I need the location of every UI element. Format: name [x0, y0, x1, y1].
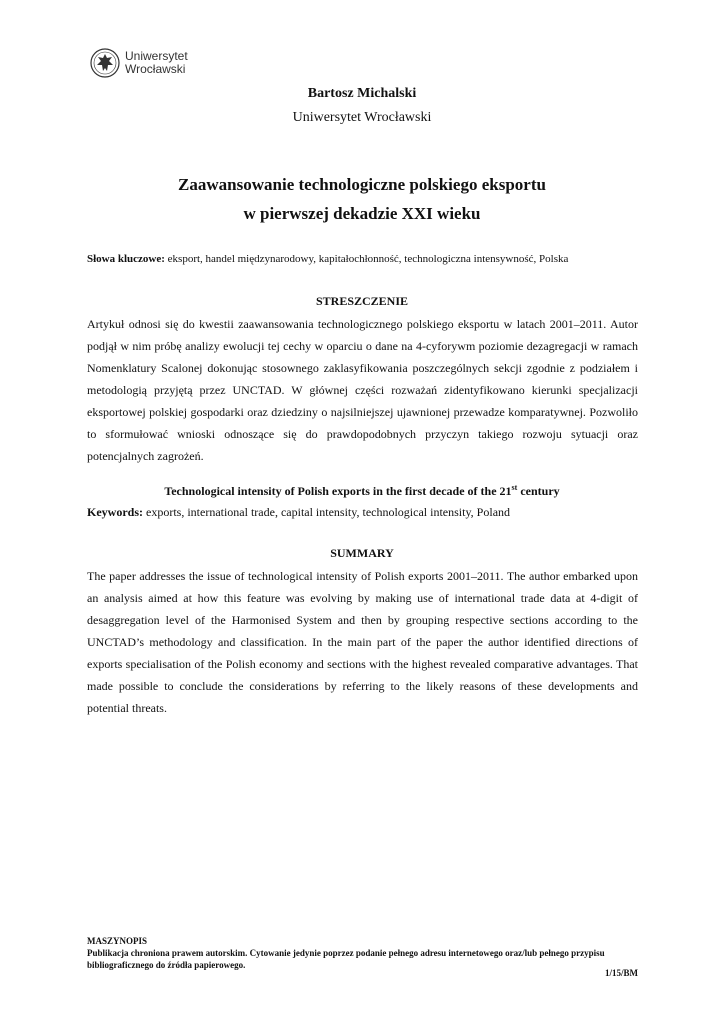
english-title-main: Technological intensity of Polish exports in the first decade of the 21 [164, 484, 512, 498]
university-logo [90, 46, 188, 80]
keywords-english-text: exports, international trade, capital intensity, technological intensity, Poland [143, 505, 511, 519]
keywords-english-label: Keywords: [87, 505, 143, 519]
logo-line-1: Uniwersytet [125, 49, 188, 63]
title-line-2: w pierwszej dekadzie XXI wieku [243, 204, 481, 223]
author-name: Bartosz Michalski [307, 86, 417, 101]
keywords-polish-label: Słowa kluczowe: [87, 253, 165, 265]
abstract-english-text: The paper addresses the issue of technological intensity of Polish exports 2001–2011. The author embarked upon an analysis aimed at how this feature was evolving by making use of international trade data at 4-digit of desaggregation level of the Harmonised System and then by grouping respective sections according to the UNCTAD’s methodology and classification. In the main part of the paper the author identified directions of exports specialisation of the Polish economy and sections with the highest revealed comparative advantages. That made possible to conclude the considerations by referring to the likely reasons of these developments and potential threats. [87, 569, 638, 715]
paper-title [0, 170, 724, 228]
author-affiliation: Uniwersytet Wrocławski [292, 110, 432, 125]
logo-text [125, 50, 188, 76]
english-title-end: century [517, 484, 560, 498]
title-line-1: Zaawansowanie technologiczne polskiego eksportu [178, 175, 546, 194]
english-title-sup: st [511, 483, 518, 492]
footer-copyright-text: Publikacja chroniona prawem autorskim. Cytowanie jedynie poprzez podanie pełnego adresu internetowego oraz/lub pełnego przypisu bibliograficznego do źródła papierowego. [87, 948, 605, 970]
english-title [0, 483, 724, 499]
page-identifier: 1/15/BM [605, 968, 638, 978]
footer-label: MASZYNOPIS [87, 936, 148, 946]
logo-line-2: Wrocławski [125, 62, 186, 76]
keywords-english [87, 505, 510, 520]
footer-notice [87, 935, 638, 971]
keywords-polish-text: eksport, handel międzynarodowy, kapitałochłonność, technologiczna intensywność, Polska [164, 253, 569, 265]
abstract-polish-text: Artykuł odnosi się do kwestii zaawansowania technologicznego polskiego eksportu w latach 2001–2011. Autor podjął w nim próbę analizy ewolucji tej cechy w oparciu o dane na 4-cyforywm poziomie dezagregacji w ramach Nomenklatury Scalonej dokonując stosownego zaklasyfikowania poszczególnych sekcji zgodnie z podziałem i metodologią przyjętą przez UNCTAD. W głównej części rozważań zidentyfikowano kierunki specjalizacji eksportowej polskiej gospodarki oraz dziedziny o najsilniejszej ujawnionej przewadze komparatywnej. Pozwoliło to sformułować wnioski odnoszące się do prawdopodobnych przyczyn takiego rozwoju sytuacji oraz potencjalnych zagrożeń. [87, 317, 638, 463]
keywords-polish [87, 253, 568, 265]
abstract-english-heading: SUMMARY [330, 546, 394, 560]
eagle-emblem-icon [90, 46, 120, 80]
abstract-polish-heading: STRESZCZENIE [315, 294, 409, 308]
